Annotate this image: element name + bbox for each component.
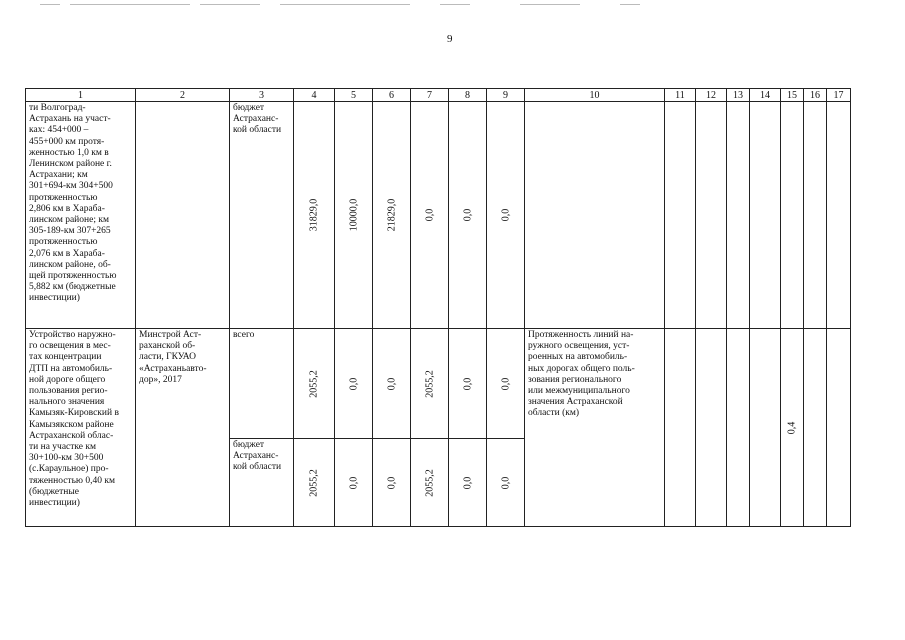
value-cell: 0,0 — [335, 439, 373, 527]
column-header-13: 13 — [727, 89, 750, 102]
column-header-7: 7 — [411, 89, 449, 102]
indicator-cell: Протяженность линий на- ружного освещения, уст- роенных на автомобиль- ных дорогах общего поль- зования регионального или межмуниципального значения Астраханской области (км) — [525, 329, 665, 527]
empty-cell — [727, 102, 750, 329]
empty-cell — [665, 329, 696, 527]
empty-cell — [696, 329, 727, 527]
empty-cell — [750, 102, 781, 329]
column-header-12: 12 — [696, 89, 727, 102]
value-cell: 2055,2 — [411, 439, 449, 527]
empty-cell — [804, 329, 827, 527]
funding-source-cell: бюджет Астраханс- кой области — [230, 439, 294, 527]
column-header-9: 9 — [487, 89, 525, 102]
data-table — [25, 88, 851, 527]
value-cell: 0,0 — [373, 439, 411, 527]
value-cell: 2055,2 — [294, 329, 335, 439]
empty-cell — [750, 329, 781, 527]
funding-source-cell: всего — [230, 329, 294, 439]
column-header-16: 16 — [804, 89, 827, 102]
column-header-10: 10 — [525, 89, 665, 102]
column-header-8: 8 — [449, 89, 487, 102]
table-row — [26, 329, 851, 439]
value-cell: 0,0 — [411, 102, 449, 329]
value-cell: 0,0 — [335, 329, 373, 439]
column-header-11: 11 — [665, 89, 696, 102]
responsible-cell — [136, 102, 230, 329]
value-cell: 0,0 — [373, 329, 411, 439]
value-cell: 2055,2 — [411, 329, 449, 439]
value-cell: 31829,0 — [294, 102, 335, 329]
column-header-15: 15 — [781, 89, 804, 102]
funding-source-cell: бюджет Астраханс- кой области — [230, 102, 294, 329]
responsible-cell: Минстрой Аст- раханской об- ласти, ГКУАО «Астраханьавто- дор», 2017 — [136, 329, 230, 527]
empty-cell — [827, 329, 851, 527]
column-header-5: 5 — [335, 89, 373, 102]
column-header-1: 1 — [26, 89, 136, 102]
page-number: 9 — [447, 33, 453, 45]
value-cell: 10000,0 — [335, 102, 373, 329]
empty-cell — [804, 102, 827, 329]
object-description-cell: Устройство наружно- го освещения в мес- тах концентрации ДТП на автомобиль- ной дороге общего пользования регио- нального значения Камызяк-Кировский в Камызякском районе Астраханской облас- ти на участке км 30+100-км 30+500 (с.Караульное) про- тяженностью 0,40 км (бюджетные инвестиции) — [26, 329, 136, 527]
empty-cell — [696, 102, 727, 329]
target-value-cell: 0,4 — [781, 329, 804, 527]
value-cell: 0,0 — [449, 329, 487, 439]
value-cell: 2055,2 — [294, 439, 335, 527]
empty-cell — [827, 102, 851, 329]
column-header-2: 2 — [136, 89, 230, 102]
value-cell: 0,0 — [449, 102, 487, 329]
empty-cell — [727, 329, 750, 527]
column-header-14: 14 — [750, 89, 781, 102]
column-header-4: 4 — [294, 89, 335, 102]
table-row — [26, 102, 851, 329]
column-header-3: 3 — [230, 89, 294, 102]
value-cell: 0,0 — [449, 439, 487, 527]
empty-cell — [781, 102, 804, 329]
value-cell: 0,0 — [487, 102, 525, 329]
value-cell: 0,0 — [487, 329, 525, 439]
empty-cell — [665, 102, 696, 329]
column-header-6: 6 — [373, 89, 411, 102]
value-cell: 21829,0 — [373, 102, 411, 329]
value-cell: 0,0 — [487, 439, 525, 527]
object-description-cell: ти Волгоград- Астрахань на участ- ках: 454+000 – 455+000 км протя- женностью 1,0 км в Ленинском районе г. Астрахани; км 301+694-км 304+500 протяженностью 2,806 км в Хараба- линском районе; км 305-189-км 307+265 протяженностью 2,076 км в Хараба- линском районе, об- щей протяженностью 5,882 км (бюджетные инвестиции) — [26, 102, 136, 329]
column-header-17: 17 — [827, 89, 851, 102]
indicator-cell — [525, 102, 665, 329]
header-row — [26, 89, 851, 102]
